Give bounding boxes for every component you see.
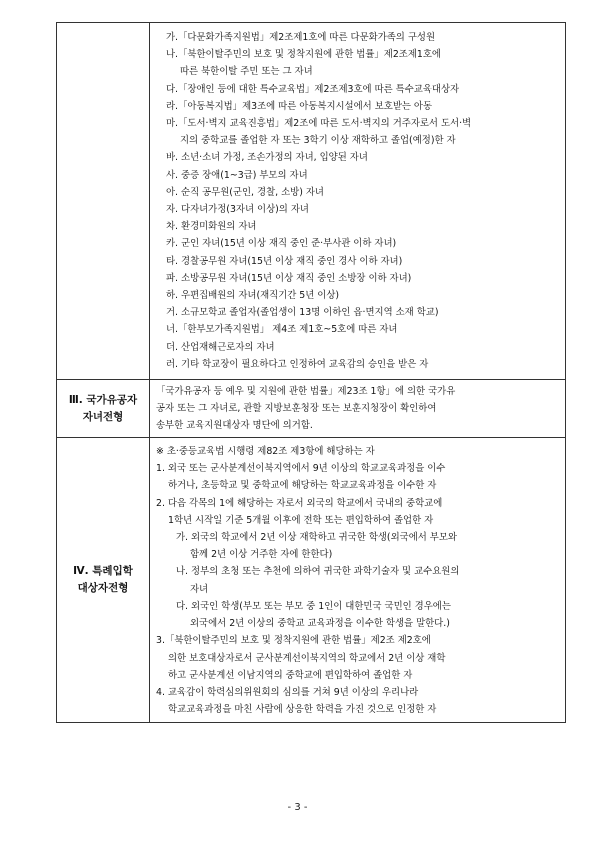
section-3-line: 송부한 교육지원대상자 명단에 의거함.: [156, 420, 313, 432]
section-4-content-cell: [150, 438, 566, 723]
list-item: 라.「아동복지법」제3조에 따른 아동복지시설에서 보호받는 아동: [166, 100, 433, 112]
section-3-line: 공자 또는 그 자녀로, 관할 지방보훈청장 또는 보훈지청장이 확인하여: [156, 403, 437, 415]
list-item: 너.「한부모가족지원법」 제4조 제1호~5호에 따른 자녀: [166, 324, 398, 336]
list-item: 카. 군인 자녀(15년 이상 재직 중인 준·부사관 이하 자녀): [166, 238, 397, 250]
list-item: 더. 산업재해근로자의 자녀: [166, 341, 275, 353]
list-item: 2. 다음 각목의 1에 해당하는 자로서 외국의 학교에서 국내의 중학교에: [156, 497, 443, 509]
section-4-content: [150, 438, 565, 722]
list-item: 다. 외국인 학생(부모 또는 부모 중 1인이 대한민국 국민인 경우에는: [176, 600, 451, 612]
section-4-label-cell: [57, 438, 150, 723]
admission-criteria-table: [56, 22, 566, 723]
list-item: 3.「북한이탈주민의 보호 및 정착지원에 관한 법률」제2조 제2호에: [156, 635, 431, 647]
section-3-content: [150, 380, 565, 437]
list-item: 타. 경찰공무원 자녀(15년 이상 재직 중인 경사 이하 자녀): [166, 255, 403, 267]
list-item: 차. 환경미화원의 자녀: [166, 221, 257, 233]
list-item: 바. 소년·소녀 가정, 조손가정의 자녀, 입양된 자녀: [166, 152, 368, 164]
list-item: 가. 외국의 학교에서 2년 이상 재학하고 귀국한 학생(외국에서 부모와: [176, 532, 457, 544]
list-item: 학교교육과정을 마친 사람에 상응한 학력을 가진 것으로 인정한 자: [168, 704, 437, 716]
list-item: 1학년 시작일 기준 5개월 이후에 전학 또는 편입학하여 졸업한 자: [168, 514, 434, 526]
section-3-content-cell: [150, 380, 566, 438]
list-item: 따른 북한이탈 주민 또는 그 자녀: [180, 66, 313, 78]
list-item: 하거나, 초등학교 및 중학교에 해당하는 학교교육과정을 이수한 자: [168, 480, 437, 492]
table-row-section-3: [57, 380, 566, 438]
list-item: ※ 초·중등교육법 시행령 제82조 제3항에 해당하는 자: [156, 446, 375, 458]
list-item: 가.「다문화가족지원법」제2조제1호에 따른 다문화가족의 구성원: [166, 32, 436, 43]
list-item: 외국에서 2년 이상의 중학교 교육과정을 이수한 학생을 말한다.): [190, 618, 450, 630]
list-item: 파. 소방공무원 자녀(15년 이상 재직 중인 소방장 이하 자녀): [166, 272, 412, 284]
section-1-content: [150, 23, 565, 379]
section-3-line: 「국가유공자 등 예우 및 지원에 관한 법률」제23조 1항」에 의한 국가유: [156, 386, 456, 398]
section-3-label-line-2: 자녀전형: [82, 410, 124, 423]
section-4-label-line-1: Ⅳ. 특례입학: [73, 565, 133, 578]
section-3-label-line-1: Ⅲ. 국가유공자: [68, 393, 138, 406]
list-item: 마.「도서·벽지 교육진흥법」제2조에 따른 도서·벽지의 거주자로서 도서·벽: [166, 118, 472, 130]
list-item: 나.「북한이탈주민의 보호 및 정착지원에 관한 법률」제2조제1호에: [166, 49, 441, 61]
table-row-section-4: [57, 438, 566, 723]
list-item: 나. 정부의 초청 또는 추천에 의하여 귀국한 과학기술자 및 교수요원의: [176, 566, 460, 578]
list-item: 1. 외국 또는 군사분계선이북지역에서 9년 이상의 학교교육과정을 이수: [156, 463, 446, 475]
list-item: 아. 순직 공무원(군인, 경찰, 소방) 자녀: [166, 186, 324, 198]
page-number: - 3 -: [287, 802, 308, 813]
list-item: 의한 보호대상자로서 군사분계선이북지역의 학교에서 2년 이상 재학: [168, 652, 446, 664]
list-item: 러. 기타 학교장이 필요하다고 인정하여 교육감의 승인을 받은 자: [166, 358, 429, 370]
list-item: 함께 2년 이상 거주한 자에 한한다): [190, 549, 333, 561]
list-item: 자녀: [190, 583, 209, 595]
section-1-content-cell: [150, 23, 566, 380]
list-item: 하. 우편집배원의 자녀(재직기간 5년 이상): [166, 290, 340, 302]
list-item: 다.「장애인 등에 대한 특수교육법」제2조제3호에 따른 특수교육대상자: [166, 83, 460, 95]
section-1-label-cell: [57, 23, 150, 380]
list-item: 사. 중증 장애(1~3급) 부모의 자녀: [166, 169, 308, 181]
table-row-section-1: [57, 23, 566, 380]
section-3-label-cell: [57, 380, 150, 438]
section-4-label-line-2: 대상자전형: [77, 582, 129, 595]
list-item: 4. 교육감이 학력심의위원회의 심의를 거쳐 9년 이상의 우리나라: [156, 686, 419, 698]
list-item: 자. 다자녀가정(3자녀 이상)의 자녀: [166, 204, 309, 216]
list-item: 거. 소규모학교 졸업자(졸업생이 13명 이하인 읍·면지역 소재 학교): [166, 307, 439, 319]
list-item: 지의 중학교를 졸업한 자 또는 3학기 이상 재학하고 졸업(예정)한 자: [180, 135, 456, 147]
list-item: 하고 군사분계선 이남지역의 중학교에 편입학하여 졸업한 자: [168, 669, 413, 681]
